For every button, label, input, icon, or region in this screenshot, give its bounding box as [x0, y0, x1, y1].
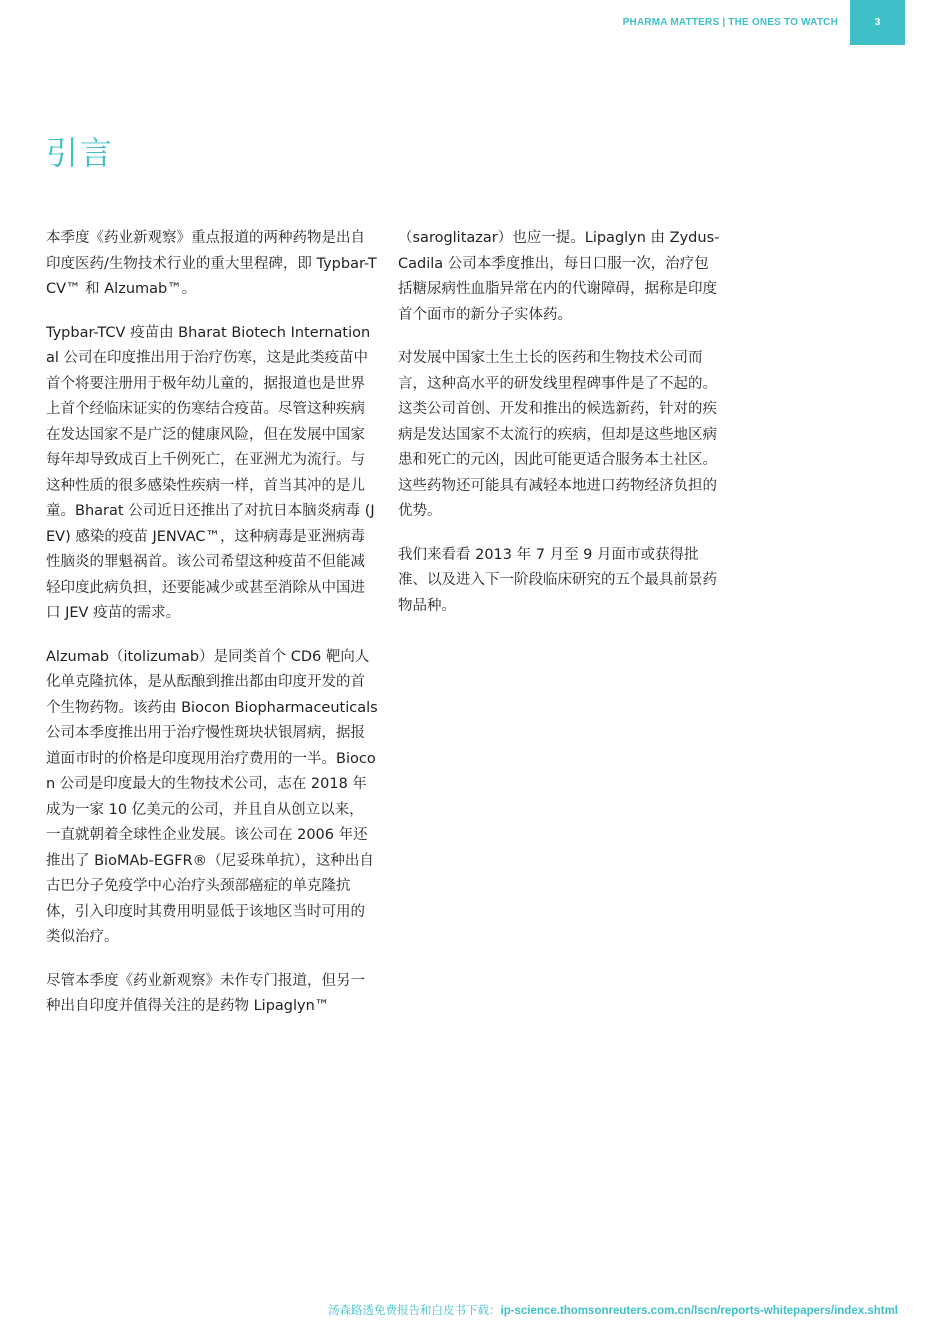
footer-download-note	[328, 1302, 898, 1318]
paragraph: （saroglitazar）也应一提。Lipaglyn 由 Zydus-Cadila 公司本季度推出，每日口服一次，治疗包括糖尿病性血脂异常在内的代谢障碍，据称是印度首个面市的新分子实体药。	[398, 230, 720, 323]
paragraph: 尽管本季度《药业新观察》未作专门报道，但另一种出自印度并值得关注的是药物 Lipaglyn™	[46, 972, 365, 1014]
running-header: PHARMA MATTERS | THE ONES TO WATCH	[622, 17, 838, 28]
paragraph: Alzumab（itolizumab）是同类首个 CD6 靶向人化单克隆抗体，是从酝酿到推出都由印度开发的首个生物药物。该药由 Biocon Biopharmaceuticals 公司本季度推出用于治疗慢性斑块状银屑病，据报道面市时的价格是印度现用治疗费用的一半。Biocon 公司是印度最大的生物技术公司，志在 2018 年成为一家 10 亿美元的公司，并且自从创立以来，一直就朝着全球性企业发展。该公司在 2006 年还推出了 BioMAb-EGFR®（尼妥珠单抗），这种出自古巴分子免疫学中心治疗头颈部癌症的单克隆抗体，引入印度时其费用明显低于该地区当时可用的类似治疗。	[46, 648, 378, 945]
paragraph: Typbar-TCV 疫苗由 Bharat Biotech International 公司在印度推出用于治疗伤寒，这是此类疫苗中首个将要注册用于极年幼儿童的，据报道也是世界上首个经临床证实的伤寒结合疫苗。尽管这种疾病在发达国家不是广泛的健康风险，但在发展中国家每年却导致成百上千例死亡，在亚洲尤为流行。与这种性质的很多感染性疾病一样，首当其冲的是儿童。Bharat 公司近日还推出了对抗日本脑炎病毒 (JEV) 感染的疫苗 JENVAC™，这种病毒是亚洲病毒性脑炎的罪魁祸首。该公司希望这种疫苗不但能减轻印度此病负担，还要能减少或甚至消除从中国进口 JEV 疫苗的需求。	[46, 324, 375, 621]
right-column	[398, 226, 720, 637]
footer-link[interactable]: ip-science.thomsonreuters.com.cn/lscn/reports-whitepapers/index.shtml	[500, 1305, 898, 1317]
paragraph: 对发展中国家土生土长的医药和生物技术公司而言，这种高水平的研发线里程碑事件是了不起的。这类公司首创、开发和推出的候选新药，针对的疾病是发达国家不太流行的疾病，但却是这些地区病患和死亡的元凶，因此可能更适合服务本土社区。这些药物还可能具有减轻本地进口药物经济负担的优势。	[398, 350, 717, 519]
page-title: 引言	[46, 134, 115, 172]
paragraph: 本季度《药业新观察》重点报道的两种药物是出自印度医药/生物技术行业的重大里程碑，即 Typbar-TCV™ 和 Alzumab™。	[46, 230, 377, 297]
footer-prefix: 汤森路透免费报告和白皮书下载：	[328, 1303, 501, 1317]
paragraph: 我们来看看 2013 年 7 月至 9 月面市或获得批准、以及进入下一阶段临床研究的五个最具前景药物品种。	[398, 546, 717, 614]
left-column	[46, 226, 378, 1038]
page-number-tab: 3	[850, 0, 905, 45]
